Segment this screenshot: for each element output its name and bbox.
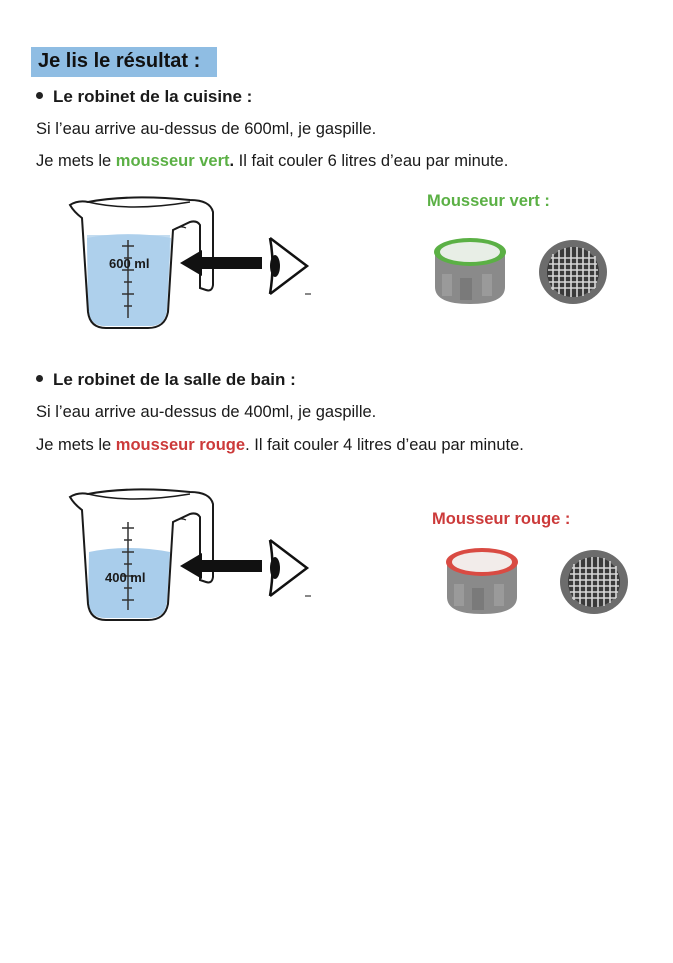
- left-arrow-icon: [180, 553, 262, 579]
- kitchen-line1: Si l’eau arrive au-dessus de 600ml, je gaspille.: [36, 120, 377, 138]
- kitchen-line2: [36, 152, 508, 171]
- bathroom-jug-label: 400 ml: [105, 570, 146, 585]
- red-aerator-title: [432, 510, 570, 529]
- aerator-icon: [434, 238, 506, 304]
- aerator-icon: [446, 548, 518, 614]
- bathroom-heading-text: Le robinet de la salle de bain :: [53, 370, 296, 389]
- kitchen-jug-figure: [60, 190, 320, 340]
- green-aerator-title-text: Mousseur vert :: [427, 192, 550, 210]
- bathroom-heading: [36, 370, 296, 390]
- kitchen-highlight: mousseur vert: [115, 152, 230, 170]
- bathroom-line2-pre: Je mets le: [36, 436, 116, 454]
- bullet-icon: [36, 92, 43, 99]
- eye-icon: [270, 540, 311, 596]
- kitchen-line2-dot: .: [229, 152, 235, 170]
- bathroom-jug-figure: [60, 482, 320, 632]
- red-aerators: [442, 542, 632, 622]
- bathroom-line2-post: . Il fait couler 4 litres d’eau par minute.: [245, 436, 524, 454]
- measuring-jug-icon: [70, 489, 213, 620]
- section-title-band: [31, 47, 217, 77]
- bathroom-line1: Si l’eau arrive au-dessus de 400ml, je gaspille.: [36, 403, 377, 421]
- kitchen-jug-label: 600 ml: [109, 256, 150, 271]
- eye-icon: [270, 238, 311, 294]
- kitchen-heading: [36, 87, 252, 107]
- kitchen-water: [87, 234, 171, 326]
- bullet-icon: [36, 375, 43, 382]
- aerator-grid-icon: [560, 550, 628, 614]
- kitchen-heading-text: Le robinet de la cuisine :: [53, 87, 253, 106]
- left-arrow-icon: [180, 250, 262, 276]
- kitchen-line2-post: Il fait couler 6 litres d’eau par minute.: [234, 152, 509, 170]
- bathroom-line2: [36, 436, 524, 455]
- kitchen-line2-pre: Je mets le: [36, 152, 116, 170]
- red-aerator-title-text: Mousseur rouge :: [432, 510, 571, 528]
- section-title: Je lis le résultat :: [38, 50, 201, 72]
- green-aerators: [430, 232, 610, 312]
- green-aerator-title: [427, 192, 550, 211]
- aerator-grid-icon: [539, 240, 607, 304]
- bathroom-highlight: mousseur rouge: [115, 436, 246, 454]
